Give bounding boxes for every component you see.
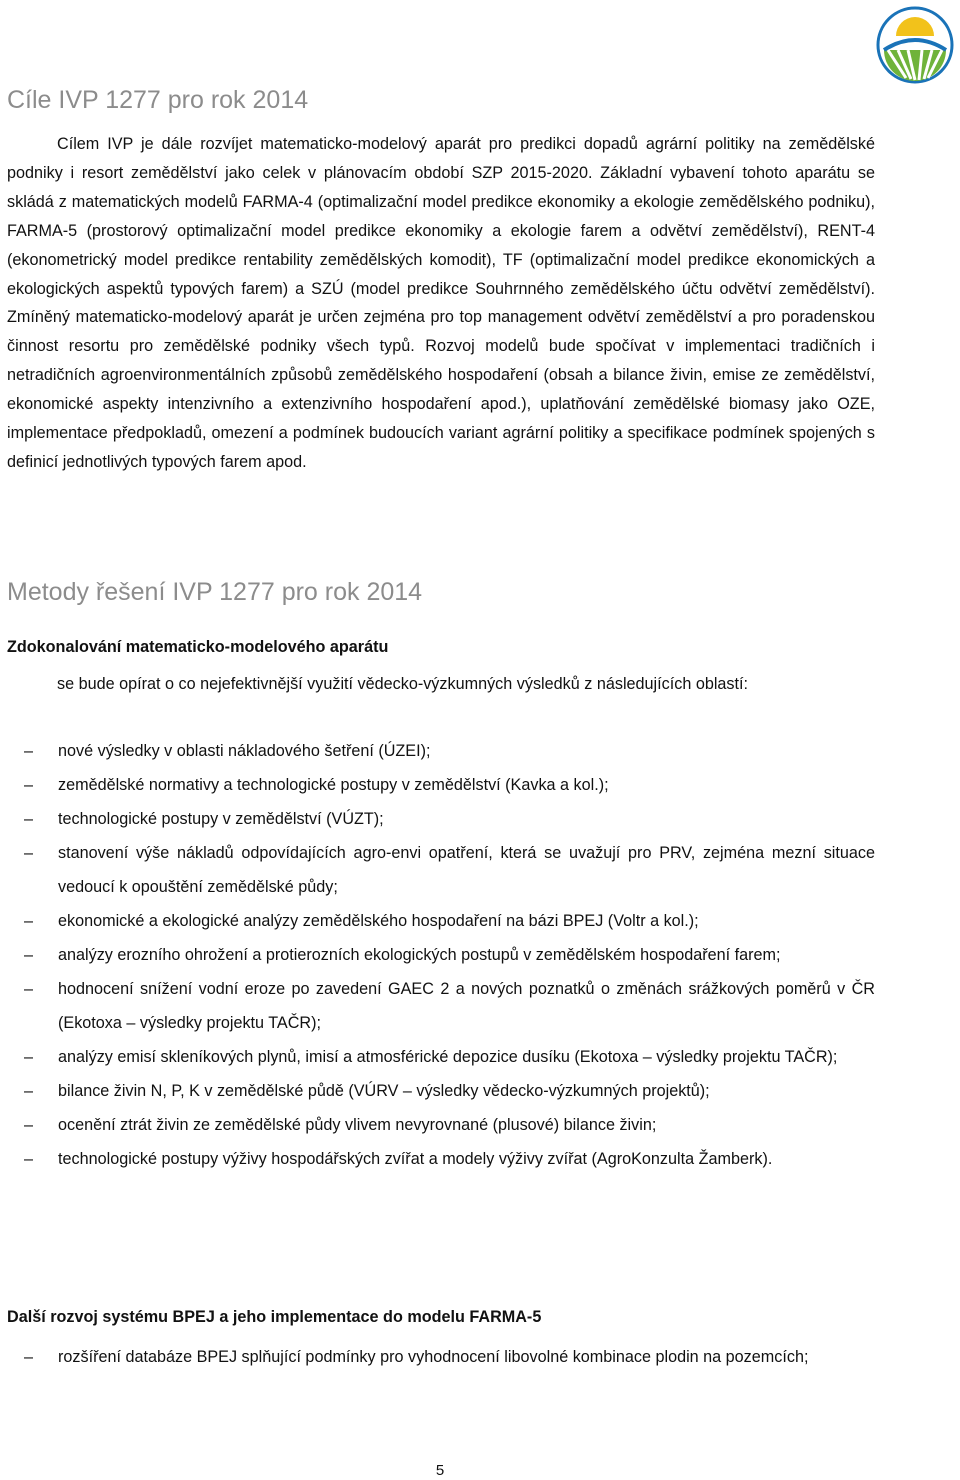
list-dash: – bbox=[24, 946, 34, 964]
list-dash: – bbox=[24, 1048, 34, 1066]
list-item: – ocenění ztrát živin ze zemědělské půdy vlivem nevyrovnané (plusové) bilance živin; bbox=[0, 1108, 875, 1142]
improvement-sources-list bbox=[0, 734, 875, 1176]
list-dash: – bbox=[24, 1348, 34, 1366]
list-item: – bilance živin N, P, K v zemědělské půdě (VÚRV – výsledky vědecko-výzkumných projektů); bbox=[0, 1074, 875, 1108]
bpej-list bbox=[0, 1340, 875, 1374]
list-item: – hodnocení snížení vodní eroze po zavedení GAEC 2 a nových poznatků o změnách srážkových poměrů v ČR (Ekotoxa – výsledky projektu TAČR); bbox=[0, 972, 875, 1040]
list-dash: – bbox=[24, 844, 34, 862]
list-dash: – bbox=[24, 912, 34, 930]
list-item: – ekonomické a ekologické analýzy zemědělského hospodaření na bázi BPEJ (Voltr a kol.); bbox=[0, 904, 875, 938]
subsection-heading-improvement: Zdokonalování matematicko-modelového aparátu bbox=[7, 638, 389, 656]
field-sun-logo-icon bbox=[876, 6, 954, 84]
list-item: – technologické postupy v zemědělství (VÚZT); bbox=[0, 802, 875, 836]
list-item: – technologické postupy výživy hospodářských zvířat a modely výživy zvířat (AgroKonzulta Žamberk). bbox=[0, 1142, 875, 1176]
list-dash: – bbox=[24, 980, 34, 998]
list-item: – zemědělské normativy a technologické postupy v zemědělství (Kavka a kol.); bbox=[0, 768, 875, 802]
list-dash: – bbox=[24, 776, 34, 794]
list-item: – rozšíření databáze BPEJ splňující podmínky pro vyhodnocení libovolné kombinace plodin na pozemcích; bbox=[0, 1340, 875, 1374]
list-dash: – bbox=[24, 810, 34, 828]
list-dash: – bbox=[24, 1150, 34, 1168]
list-item: – analýzy emisí skleníkových plynů, imisí a atmosférické depozice dusíku (Ekotoxa – výsledky projektu TAČR); bbox=[0, 1040, 875, 1074]
list-item: – analýzy erozního ohrožení a protierozních ekologických postupů v zemědělském hospodaření farem; bbox=[0, 938, 875, 972]
page-number: 5 bbox=[435, 1462, 445, 1479]
goals-paragraph: Cílem IVP je dále rozvíjet matematicko-modelový aparát pro predikci dopadů agrární politiky na zemědělské podniky i resort zemědělství jako celek v plánovacím období SZP 2015-2020. Základní vybavení tohoto aparátu se skládá z matematických modelů FARMA-4 (optimalizační model predikce ekonomiky a ekologie zemědělského podniku), FARMA-5 (prostorový optimalizační model predikce ekonomiky a ekologie farem a odvětví zemědělství), RENT-4 (ekonometrický model predikce rentability zemědělských komodit), TF (optimalizační model predikce ekonomických a ekologických aspektů typových farem) a SZÚ (model predikce Souhrnného zemědělského účtu odvětví zemědělství). Zmíněný matematicko-modelový aparát je určen zejména pro top management odvětví zemědělství a pro poradenskou činnost resortu pro zemědělské podniky všech typů. Rozvoj modelů bude spočívat v implementaci tradičních i netradičních agroenvironmentálních způsobů zemědělského hospodaření (obsah a bilance živin, emise ze zemědělství, ekonomické aspekty intenzivního a extenzivního hospodaření apod.), uplatňování zemědělské biomasy jako OZE, implementace předpokladů, omezení a podmínek budoucích variant agrární politiky a specifikace podmínek spojených s definicí jednotlivých typových farem apod. bbox=[7, 135, 875, 471]
list-item: – stanovení výše nákladů odpovídajících agro-envi opatření, která se uvažují pro PRV, zejména mezní situace vedoucí k opouštění zemědělské půdy; bbox=[0, 836, 875, 904]
improvement-lead-paragraph: se bude opírat o co nejefektivnější využití vědecko-výzkumných výsledků z následujících oblastí: bbox=[57, 675, 749, 693]
section-title-methods: Metody řešení IVP 1277 pro rok 2014 bbox=[7, 578, 423, 606]
subsection-heading-bpej: Další rozvoj systému BPEJ a jeho implementace do modelu FARMA-5 bbox=[7, 1308, 542, 1326]
list-dash: – bbox=[24, 1116, 34, 1134]
list-item: – nové výsledky v oblasti nákladového šetření (ÚZEI); bbox=[0, 734, 875, 768]
list-dash: – bbox=[24, 1082, 34, 1100]
section-title-goals: Cíle IVP 1277 pro rok 2014 bbox=[7, 86, 309, 114]
list-dash: – bbox=[24, 742, 34, 760]
